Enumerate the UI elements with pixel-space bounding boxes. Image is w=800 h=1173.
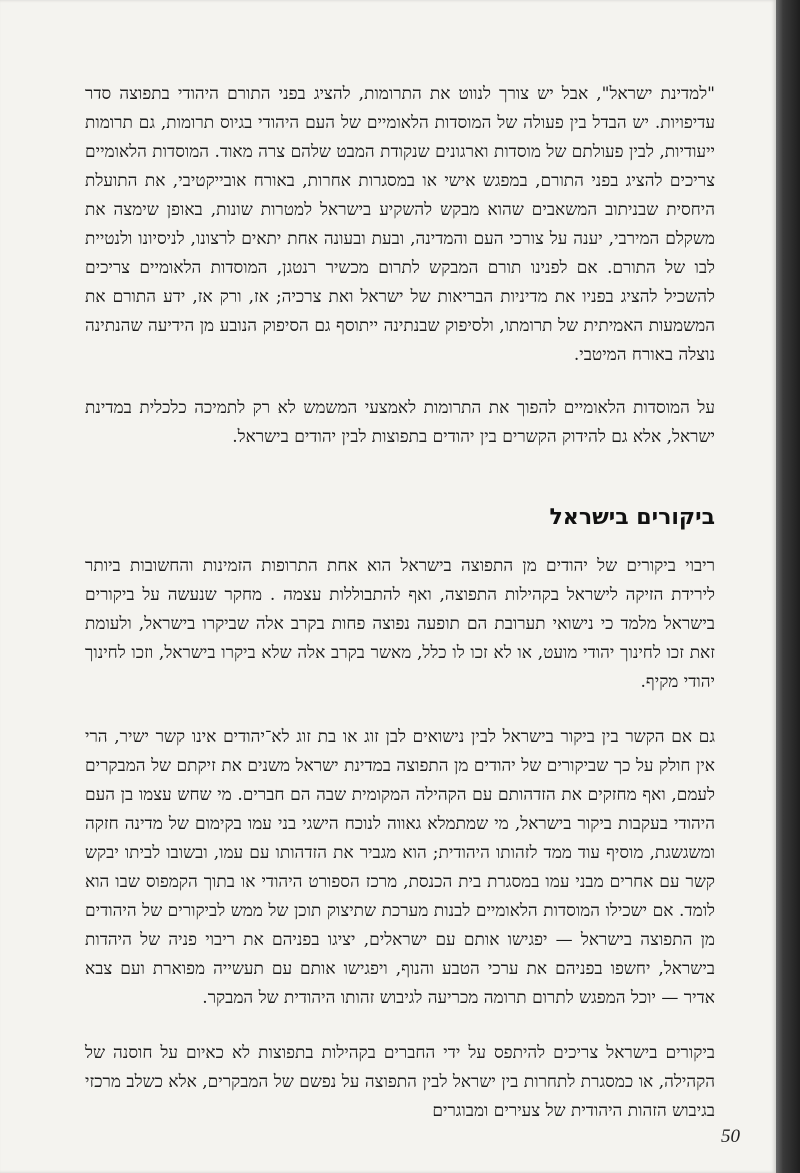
page-body	[85, 80, 715, 1126]
paragraph-visits-perception: ביקורים בישראל צריכים להיתפס על ידי החברים בקהילות בתפוצות לא כאיום על חוסנה של הקהילה, או כמסגרת לתחרות בין ישראל לבין התפוצה על נפשם של המבקרים, אלא כשלב מרכזי בגיבוש הזהות היהודית של צעירים ומבוגרים	[85, 1043, 715, 1121]
paragraph-visits-impact: גם אם הקשר בין ביקור בישראל לבין נישואים לבן זוג או בת זוג לא־יהודים אינו קשר ישיר, הרי אין חולק על כך שביקורים של יהודים מן התפוצה במדינת ישראל משנים את זיקתם של המבקרים לעמם, ואף מחזקים את הזדהותם עם הקהילה המקומית שבה הם חברים. מי שחש עצמו בן העם היהודי בעקבות ביקור בישראל, מי שמתמלא גאווה לנוכח הישגי בני עמו בקימום של מדינה חזקה ומשגשגת, מוסיף עוד ממד לזהותו היהודית; הוא מגביר את הזדהותו עם עמו, ובשובו לביתו יבקש קשר עם אחרים מבני עמו במסגרת בית הכנסת, מרכז הספורט היהודי או בתוך הקמפוס שבו הוא לומד. אם ישכילו המוסדות הלאומיים לבנות מערכת שתיצוק תוכן של ממש לביקורים של היהודים מן התפוצה בישראל — יפגישו אותם עם ישראלים, יציגו בפניהם את ריבוי פניה של היהדות בישראל, יחשפו בפניהם את ערכי הטבע והנוף, ויפגישו אותם עם תעשייה מפוארת ועם צבא אדיר — יוכל המפגש לתרום תרומה מכריעה לגיבוש זהותו היהודית של המבקר.	[85, 727, 715, 1008]
paragraph-visits-intro: ריבוי ביקורים של יהודים מן התפוצה בישראל הוא אחת התרופות הזמינות והחשובות ביותר לירידת הזיקה לישראל בקהילות התפוצה, ואף להתבוללות עצמה . מחקר שנעשה על ביקורים בישראל מלמד כי נישואי תערובת הם תופעה נפוצה פחות בקרב אלה שביקרו בישראל, ולעומת זאת זכו לחינוך יהודי מועט, או לא זכו לו כלל, מאשר בקרב אלה שלא ביקרו בישראל, וזכו לחינוך יהודי מקיף.	[85, 556, 715, 692]
scan-edge-shadow	[776, 0, 800, 1173]
section-heading: ביקורים בישראל	[549, 505, 715, 530]
paragraph-donations-guidance: "למדינת ישראל", אבל יש צורך לנווט את התרומות, להציג בפני התורם היהודי בתפוצה סדר עדיפויות. יש הבדל בין פעולה של המוסדות הלאומיים של העם היהודי בגיוס תרומות, גם תרומות ייעודיות, לבין פעולתם של מוסדות וארגונים שנקודת המבט שלהם צרה מאוד. המוסדות הלאומיים צריכים להציג בפני התורם, במפגש אישי או במסגרות אחרות, באורח אובייקטיבי, את התועלת היחסית שבניתוב המשאבים שהוא מבקש להשקיע בישראל למטרות שונות, באופן שימצה את משקלם המירבי, יענה על צורכי העם והמדינה, ובעת ובעונה אחת יתאים לרצונו, לניסיונו ולנטיית לבו של התורם. אם לפנינו תורם המבקש לתרום מכשיר רנטגן, המוסדות הלאומיים צריכים להשכיל להציג בפניו את מדיניות הבריאות של ישראל ואת צרכיה; אז, ורק אז, ידע התורם את המשמעות האמיתית של תרומתו, ולסיפוק שבנתינה ייתוסף גם הסיפוק הנובע מן הידיעה שהנתינה נוצלה באורח המיטבי.	[85, 84, 715, 365]
paragraph-donations-purpose: על המוסדות הלאומיים להפוך את התרומות לאמצעי המשמש לא רק לתמיכה כלכלית במדינת ישראל, אלא גם להידוק הקשרים בין יהודים בתפוצות לבין יהודים בישראל.	[85, 398, 715, 447]
page-number: 50	[721, 1126, 740, 1147]
